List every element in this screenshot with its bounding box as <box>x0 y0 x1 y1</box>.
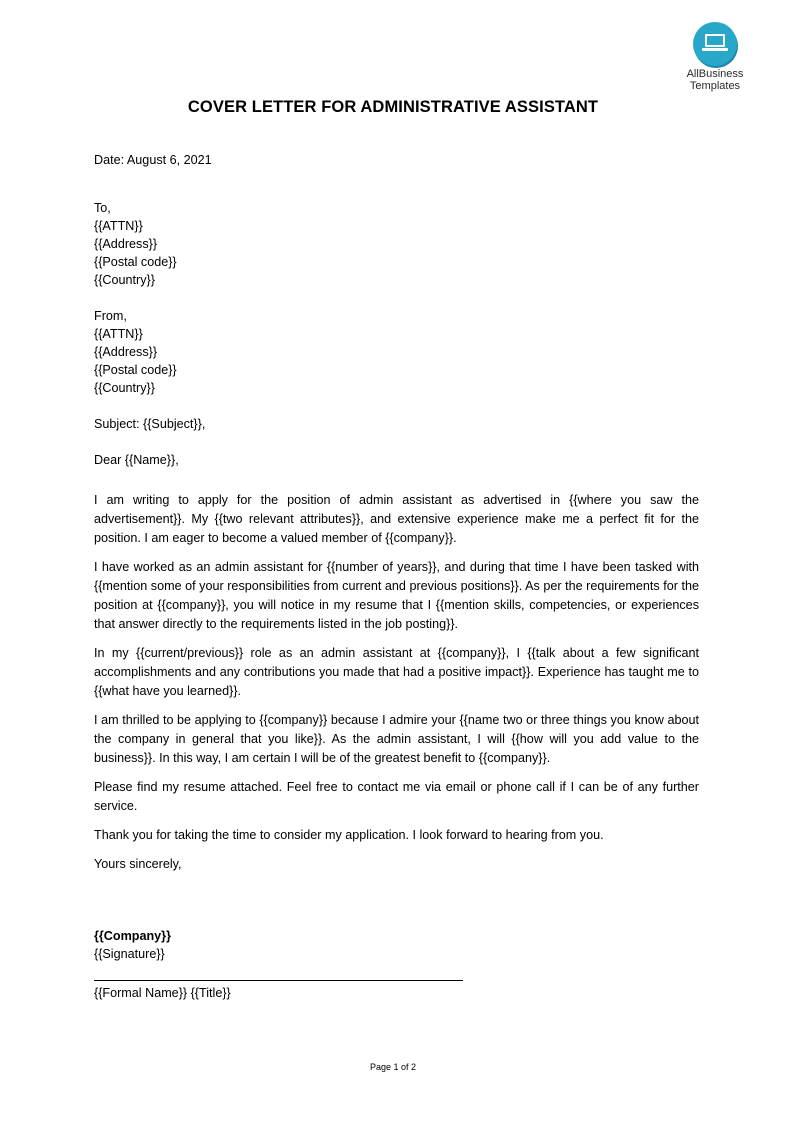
paragraph-accomplishments: In my {{current/previous}} role as an admin assistant at {{company}}, I {{talk about a few significant accomplishments and any contributions you made that had a positive impact}}. Experience has taught me to {{what have you learned}}. <box>94 646 699 698</box>
laptop-icon <box>693 22 737 66</box>
to-label: To, <box>94 201 111 215</box>
from-attn: {{ATTN}} <box>94 327 143 341</box>
from-label: From, <box>94 309 127 323</box>
letter-body <box>94 151 699 963</box>
paragraph-motivation: I am thrilled to be applying to {{company}} because I admire your {{name two or three things you know about the company in general that you like}}. As the admin assistant, I will {{how will you add value to the business}}. In this way, I am certain I will be of the greatest benefit to {{company}}. <box>94 713 699 765</box>
recipient-block <box>94 199 699 289</box>
paragraph-intro: I am writing to apply for the position of admin assistant as advertised in {{where you saw the advertisement}}. My {{two relevant attributes}}, and extensive experience make me a perfect fit for the position. I am eager to become a valued member of {{company}}. <box>94 493 699 545</box>
letter-date: Date: August 6, 2021 <box>94 153 212 167</box>
company-name: {{Company}} <box>94 929 171 943</box>
signature: {{Signature}} <box>94 947 165 961</box>
to-attn: {{ATTN}} <box>94 219 143 233</box>
paragraph-experience: I have worked as an admin assistant for {{number of years}}, and during that time I have been tasked with {{mention some of your responsibilities from current and previous positions}}. As per the requirements for the position at {{company}}, you will notice in my resume that I {{mention skills, competencies, or experiences that answer directly to the requirements listed in the job posting}}. <box>94 560 699 631</box>
sender-block <box>94 307 699 397</box>
from-country: {{Country}} <box>94 381 155 395</box>
brand-logo <box>680 22 750 92</box>
document-title: COVER LETTER FOR ADMINISTRATIVE ASSISTANT <box>187 98 599 116</box>
to-country: {{Country}} <box>94 273 155 287</box>
page-number: Page 1 of 2 <box>369 1062 417 1072</box>
paragraph-thanks: Thank you for taking the time to consider my application. I look forward to hearing from you. <box>94 828 604 842</box>
salutation: Dear {{Name}}, <box>94 453 179 467</box>
to-address: {{Address}} <box>94 237 158 251</box>
paragraph-contact: Please find my resume attached. Feel free to contact me via email or phone call if I can be of any further service. <box>94 780 699 813</box>
closing: Yours sincerely, <box>94 857 182 871</box>
from-postal-code: {{Postal code}} <box>94 363 177 377</box>
logo-text-line2: Templates <box>689 80 741 92</box>
from-address: {{Address}} <box>94 345 158 359</box>
signature-line <box>94 980 463 981</box>
subject-line: Subject: {{Subject}}, <box>94 417 206 431</box>
logo-text-line1: AllBusiness <box>686 68 744 80</box>
to-postal-code: {{Postal code}} <box>94 255 177 269</box>
formal-name-title: {{Formal Name}} {{Title}} <box>94 986 231 1000</box>
